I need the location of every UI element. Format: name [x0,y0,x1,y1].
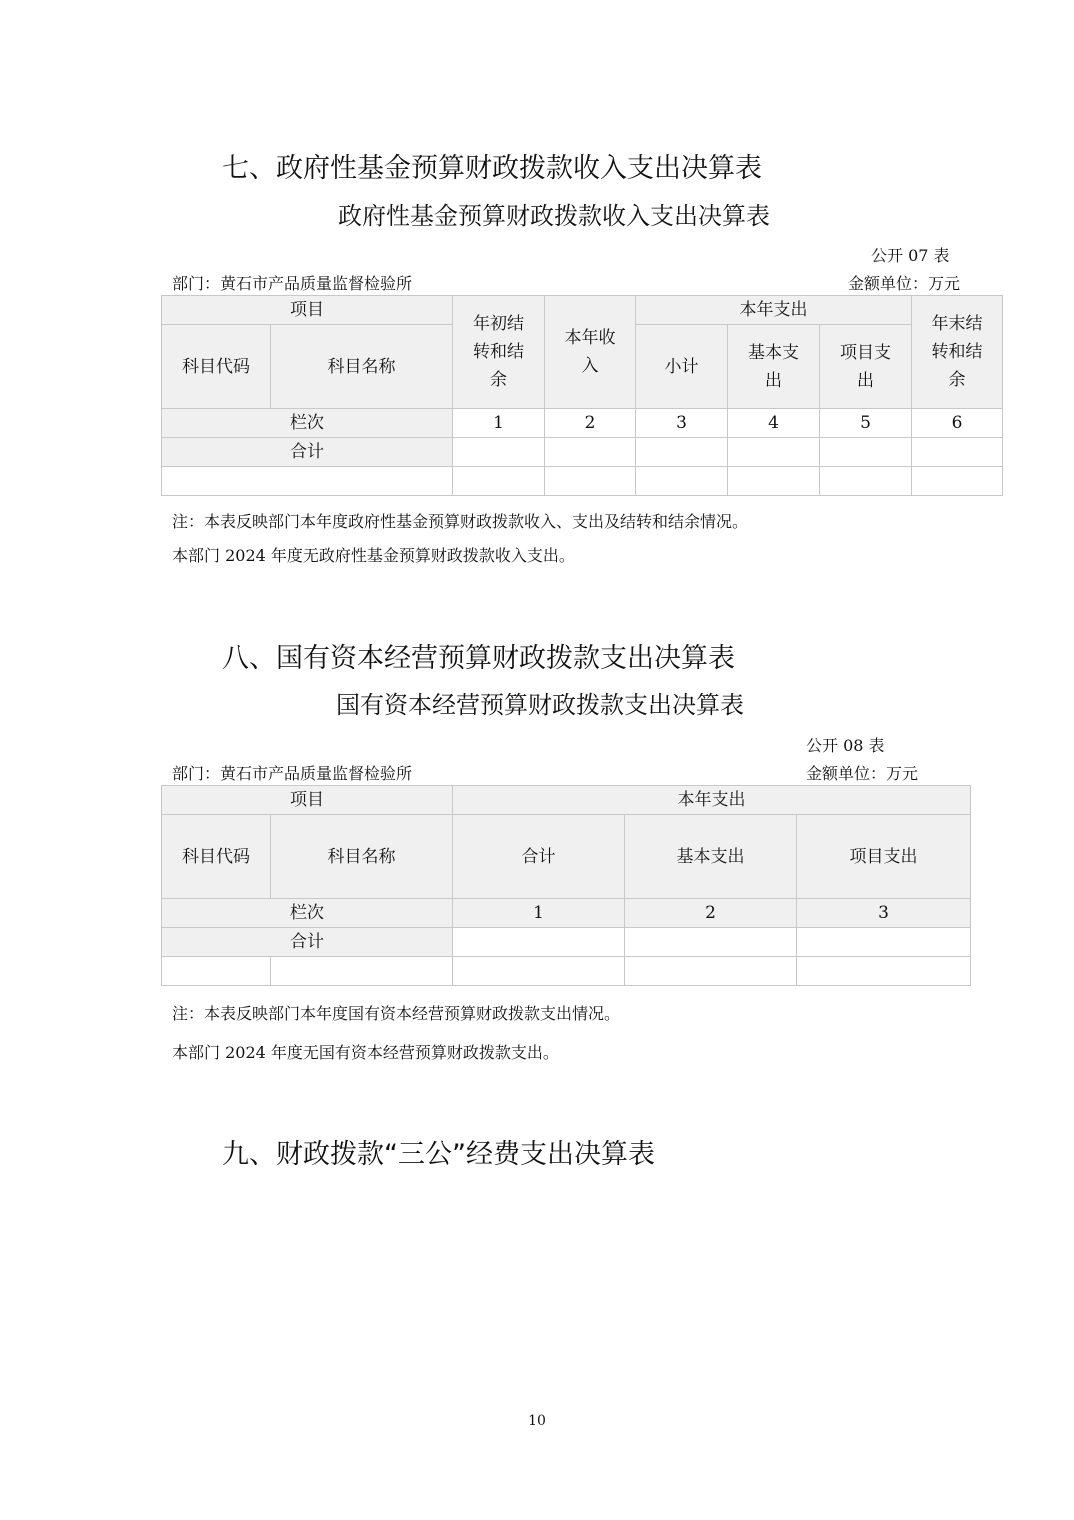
column-index: 4 [728,409,820,438]
header-begin-balance: 年初结转和结余 [453,296,545,409]
table-row [162,957,971,986]
table-cell [820,438,912,467]
table-cell [453,467,545,496]
section7-heading: 七、政府性基金预算财政拨款收入支出决算表 [222,153,762,184]
header-basic: 基本支出 [625,815,797,899]
section8-form-no: 公开 08 表 [806,736,885,755]
total-label: 合计 [162,928,453,957]
column-index: 2 [625,899,797,928]
section7-note2: 本部门 2024 年度无政府性基金预算财政拨款收入支出。 [172,546,575,565]
column-index: 3 [797,899,971,928]
table-cell [545,438,636,467]
total-row [162,928,971,957]
section8-table-title: 国有资本经营预算财政拨款支出决算表 [336,691,744,719]
table-cell [912,467,1003,496]
section8-unit: 金额单位：万元 [806,764,919,783]
table-cell [636,467,728,496]
header-item: 项目 [162,296,453,325]
header-item: 项目 [162,786,453,815]
column-index: 3 [636,409,728,438]
table-cell [728,438,820,467]
header-project: 项目支出 [797,815,971,899]
table-cell [545,467,636,496]
column-index: 1 [453,899,625,928]
table-cell [162,467,453,496]
table-row [162,467,1003,496]
column-index: 6 [912,409,1003,438]
table-cell [271,957,453,986]
table-cell [728,467,820,496]
table-cell [453,928,625,957]
table-cell [453,438,545,467]
header-total: 合计 [453,815,625,899]
section7-table [161,295,1003,496]
section7-table-title: 政府性基金预算财政拨款收入支出决算表 [338,202,770,230]
header-project: 项目支出 [820,325,912,409]
section8-table [161,785,971,986]
header-code: 科目代码 [162,815,271,899]
total-label: 合计 [162,438,453,467]
header-basic: 基本支出 [728,325,820,409]
header-subtotal: 小计 [636,325,728,409]
header-name: 科目名称 [271,325,453,409]
table-cell [162,957,271,986]
table-cell [797,928,971,957]
table-cell [453,957,625,986]
column-index: 2 [545,409,636,438]
section8-heading: 八、国有资本经营预算财政拨款支出决算表 [222,643,735,674]
table-cell [625,928,797,957]
column-index: 5 [820,409,912,438]
section8-note2: 本部门 2024 年度无国有资本经营预算财政拨款支出。 [172,1043,559,1062]
table-cell [636,438,728,467]
table-cell [625,957,797,986]
section7-dept: 部门：黄石市产品质量监督检验所 [172,274,413,293]
table-cell [797,957,971,986]
table-cell [912,438,1003,467]
page-number: 10 [528,1413,546,1429]
section7-note1: 注：本表反映部门本年度政府性基金预算财政拨款收入、支出及结转和结余情况。 [172,512,749,531]
header-expense: 本年支出 [636,296,912,325]
total-row [162,438,1003,467]
header-code: 科目代码 [162,325,271,409]
table-cell [820,467,912,496]
section7-form-no: 公开 07 表 [871,246,950,265]
header-expense: 本年支出 [453,786,971,815]
column-index: 1 [453,409,545,438]
column-index-label: 栏次 [162,409,453,438]
header-income: 本年收入 [545,296,636,409]
column-index-label: 栏次 [162,899,453,928]
section8-dept: 部门：黄石市产品质量监督检验所 [172,764,413,783]
header-end-balance: 年末结转和结余 [912,296,1003,409]
header-name: 科目名称 [271,815,453,899]
section9-heading: 九、财政拨款“三公”经费支出决算表 [222,1139,655,1170]
section8-note1: 注：本表反映部门本年度国有资本经营预算财政拨款支出情况。 [172,1004,621,1023]
section7-unit: 金额单位：万元 [848,274,961,293]
